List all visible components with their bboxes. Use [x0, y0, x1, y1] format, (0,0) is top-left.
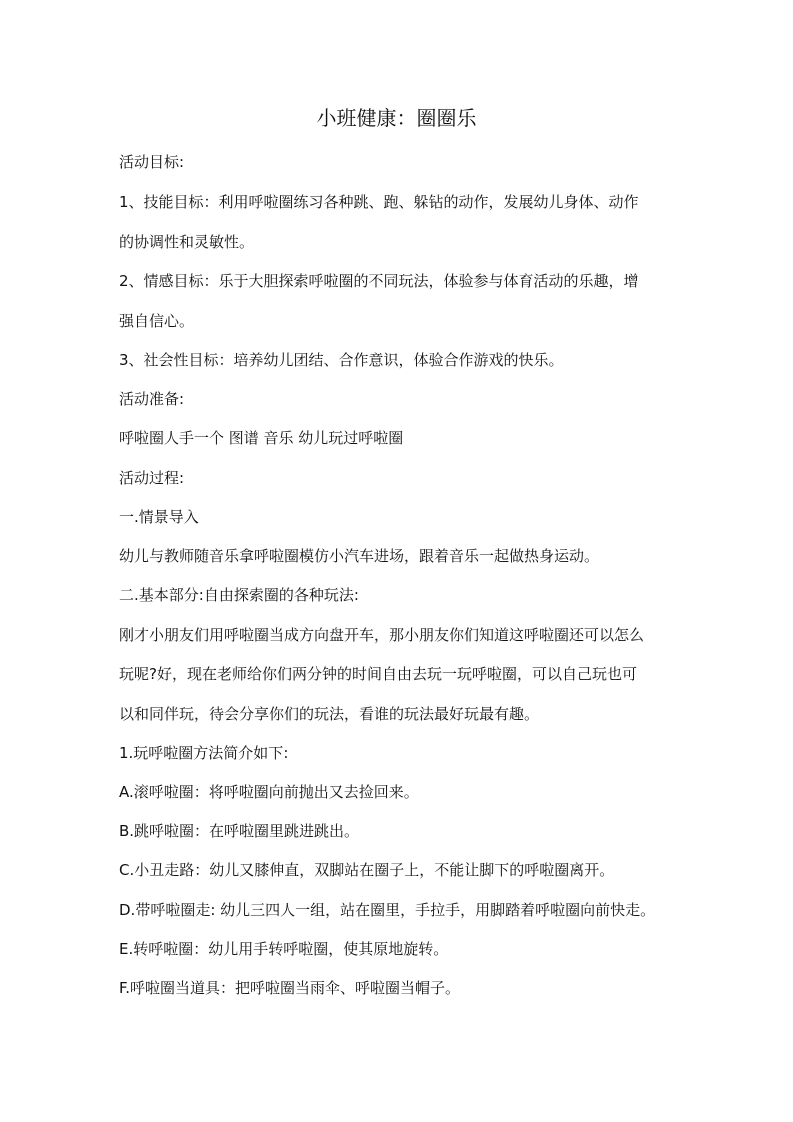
list-item: D.带呼啦圈走: 幼儿三四人一组，站在圈里，手拉手，用脚踏着呼啦圈向前快走。 — [119, 901, 656, 919]
list-item: C.小丑走路：幼儿又膝伸直，双脚站在圈子上，不能让脚下的呼啦圈离开。 — [119, 861, 615, 879]
paragraph-line: 强自信心。 — [119, 312, 195, 330]
list-item: F.呼啦圈当道具：把呼啦圈当雨伞、呼啦圈当帽子。 — [119, 979, 460, 997]
paragraph-line: 的协调性和灵敏性。 — [119, 233, 255, 251]
section-heading-goals: 活动目标: — [119, 153, 185, 171]
subsection-heading: 二.基本部分:自由探索圈的各种玩法: — [119, 586, 359, 604]
list-item: B.跳呼啦圈：在呼啦圈里跳进跳出。 — [119, 822, 360, 840]
paragraph-line: 2、情感目标：乐于大胆探索呼啦圈的不同玩法，体验参与体育活动的乐趣，增 — [119, 272, 639, 290]
list-heading: 1.玩呼啦圈方法简介如下: — [119, 744, 289, 762]
subsection-heading: 一.情景导入 — [119, 508, 199, 526]
list-item: A.滚呼啦圈：将呼啦圈向前抛出又去捡回来。 — [119, 783, 419, 801]
paragraph-line: 3、社会性目标：培养幼儿团结、合作意识，体验合作游戏的快乐。 — [119, 351, 564, 369]
paragraph-line: 1、技能目标：利用呼啦圈练习各种跳、跑、躲钻的动作，发展幼儿身体、动作 — [119, 193, 639, 211]
section-heading-process: 活动过程: — [119, 469, 185, 487]
paragraph-line: 刚才小朋友们用呼啦圈当成方向盘开车，那小朋友你们知道这呼啦圈还可以怎么 — [119, 626, 645, 644]
paragraph-line: 玩呢?好，现在老师给你们两分钟的时间自由去玩一玩呼啦圈，可以自己玩也可 — [119, 665, 637, 683]
paragraph-line: 幼儿与教师随音乐拿呼啦圈模仿小汽车进场，跟着音乐一起做热身运动。 — [119, 547, 600, 565]
section-heading-preparation: 活动准备: — [119, 390, 185, 408]
list-item: E.转呼啦圈：幼儿用手转呼啦圈，使其原地旋转。 — [119, 940, 449, 958]
paragraph-line: 以和同伴玩，待会分享你们的玩法，看谁的玩法最好玩最有趣。 — [119, 705, 540, 723]
paragraph-line: 呼啦圈人手一个 图谱 音乐 幼儿玩过呼啦圈 — [119, 429, 404, 447]
document-title: 小班健康：圈圈乐 — [316, 106, 477, 130]
